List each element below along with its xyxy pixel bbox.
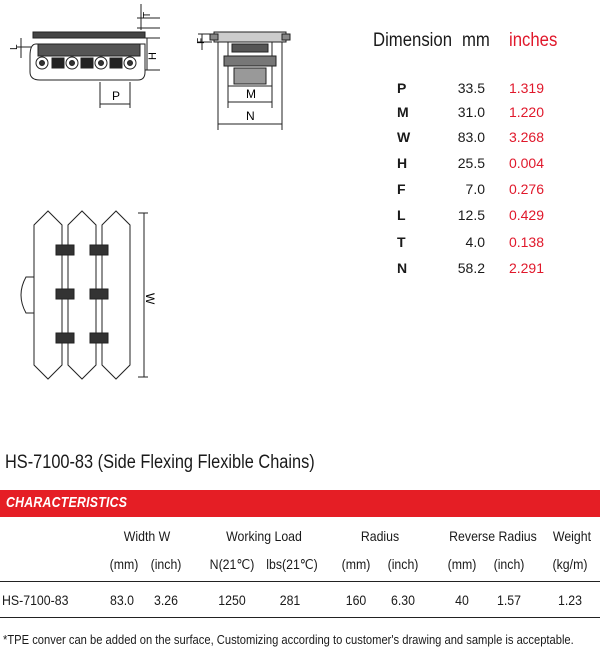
- dim-symbol: W: [397, 129, 411, 145]
- dim-inch-value: 2.291: [508, 260, 544, 276]
- dim-symbol: M: [397, 104, 409, 120]
- value-cell: 1250: [218, 592, 246, 608]
- dim-mm-value: 31.0: [457, 104, 485, 120]
- label-P: P: [112, 89, 121, 103]
- table-divider-top: [0, 581, 600, 582]
- unit-radius-inch: (inch): [387, 556, 419, 572]
- label-H: H: [147, 52, 159, 60]
- dim-mm-value: 7.0: [465, 181, 485, 197]
- unit-reverse-mm: (mm): [447, 556, 477, 572]
- dim-inch-value: 3.268: [508, 129, 544, 145]
- value-cell: 1.23: [558, 592, 582, 608]
- dim-inch-value: 1.319: [508, 80, 544, 96]
- unit-radius-mm: (mm): [341, 556, 371, 572]
- dimension-row: [0, 155, 600, 175]
- dim-symbol: F: [397, 181, 406, 197]
- dim-symbol: N: [397, 260, 408, 276]
- footnote: *TPE conver can be added on the surface, Customizing according to customer's drawing and sample is acceptable.: [3, 632, 574, 647]
- table-divider-bottom: [0, 617, 600, 618]
- label-L: L: [9, 44, 20, 50]
- value-cell: 83.0: [110, 592, 134, 608]
- value-cell: 1.57: [497, 592, 521, 608]
- dim-symbol: T: [397, 234, 406, 250]
- value-cell: 3.26: [154, 592, 178, 608]
- label-W: W: [143, 293, 157, 305]
- dimension-row: [0, 234, 600, 254]
- unit-load-n: N(21℃): [209, 556, 255, 572]
- dim-inch-value: 0.276: [508, 181, 544, 197]
- dimension-row: [0, 129, 600, 149]
- value-cell: 281: [279, 592, 301, 608]
- group-radius: Radius: [360, 528, 400, 544]
- unit-reverse-inch: (inch): [493, 556, 525, 572]
- dim-mm-value: 58.2: [457, 260, 485, 276]
- dim-mm-value: 83.0: [457, 129, 485, 145]
- dimension-row: [0, 80, 600, 100]
- product-title: HS-7100-83 (Side Flexing Flexible Chains): [5, 452, 315, 473]
- unit-width-inch: (inch): [150, 556, 182, 572]
- dimension-row: [0, 207, 600, 227]
- group-working-load: Working Load: [226, 528, 302, 544]
- dim-mm-value: 4.0: [465, 234, 485, 250]
- value-cell: 40: [455, 592, 469, 608]
- mm-header: mm: [462, 30, 490, 51]
- dim-inch-value: 1.220: [508, 104, 544, 120]
- dim-inch-value: 0.004: [508, 155, 544, 171]
- inches-header: inches: [509, 30, 558, 51]
- characteristics-bar: [0, 490, 600, 517]
- value-cell: 160: [345, 592, 367, 608]
- unit-load-lbs: lbs(21℃): [266, 556, 318, 572]
- model-cell: HS-7100-83: [2, 592, 69, 608]
- label-T: T: [142, 11, 153, 18]
- dim-symbol: H: [397, 155, 408, 171]
- unit-weight: (kg/m): [552, 556, 588, 572]
- dim-mm-value: 33.5: [457, 80, 485, 96]
- dim-symbol: L: [397, 207, 406, 223]
- dimension-row: [0, 260, 600, 280]
- dimension-row: [0, 181, 600, 201]
- dim-symbol: P: [397, 80, 407, 96]
- chain-top-view-drawing: [12, 205, 172, 385]
- group-weight: Weight: [552, 528, 592, 544]
- characteristics-heading: CHARACTERISTICS: [6, 494, 128, 511]
- value-cell: 6.30: [391, 592, 415, 608]
- dimension-row: [0, 104, 600, 124]
- unit-width-mm: (mm): [109, 556, 139, 572]
- group-reverse-radius: Reverse Radius: [449, 528, 537, 544]
- label-M: M: [246, 87, 256, 101]
- dim-mm-value: 25.5: [457, 155, 485, 171]
- label-F: F: [196, 37, 207, 44]
- dim-inch-value: 0.138: [508, 234, 544, 250]
- group-width: Width W: [123, 528, 171, 544]
- label-N: N: [246, 109, 255, 123]
- dimension-header: Dimension: [373, 30, 452, 51]
- dim-mm-value: 12.5: [457, 207, 485, 223]
- dim-inch-value: 0.429: [508, 207, 544, 223]
